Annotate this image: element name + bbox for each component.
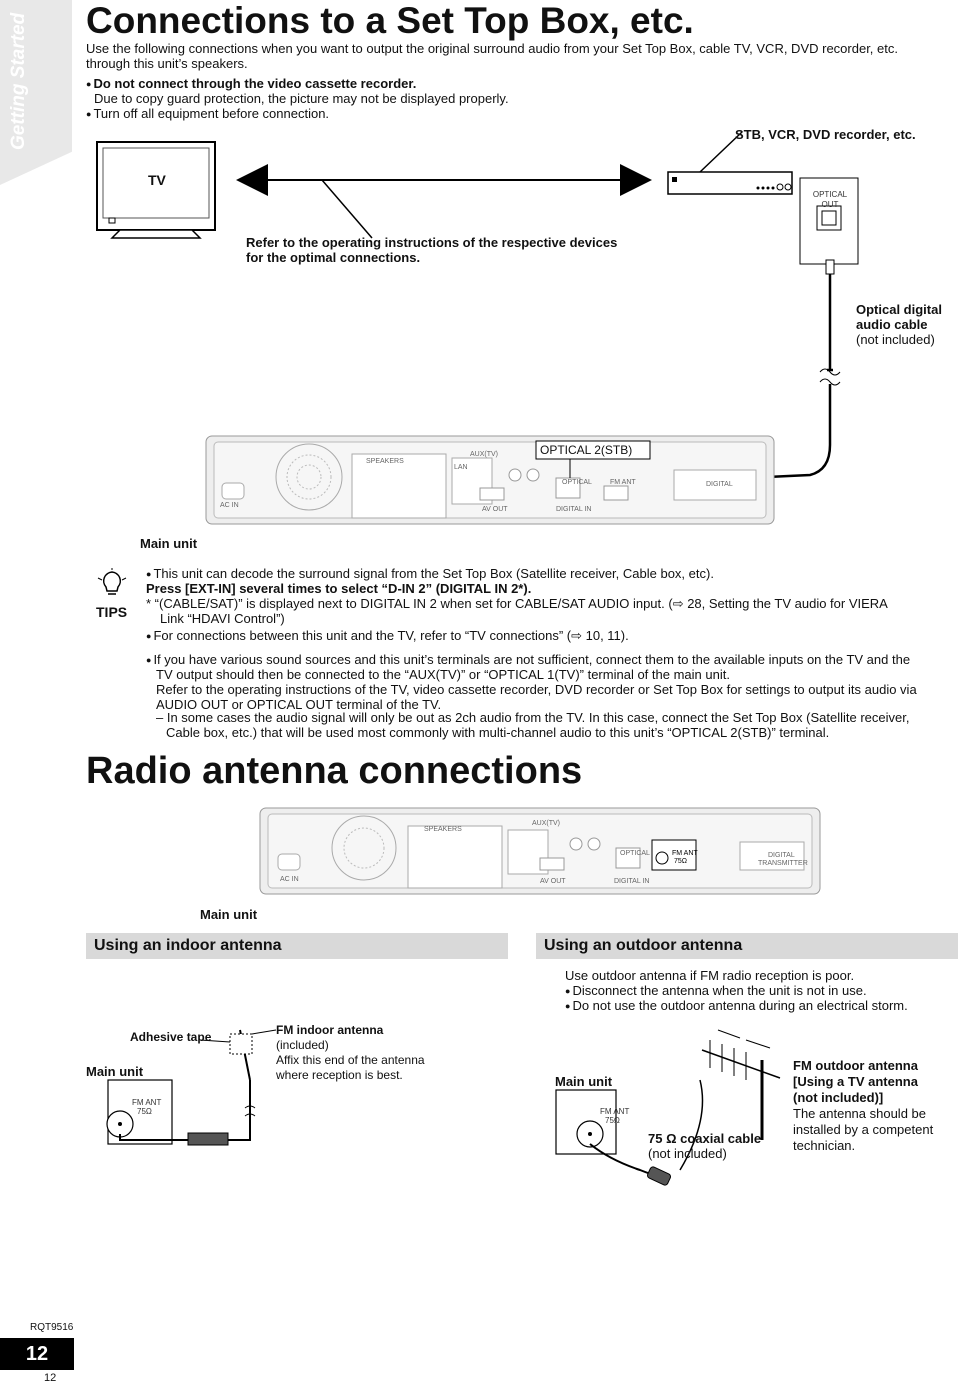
panel1-speakers: SPEAKERS — [366, 458, 404, 465]
outdoor-heading: Using an outdoor antenna — [536, 933, 958, 959]
tip-5b: TV output should then be connected to the “AUX(TV)” or “OPTICAL 1(TV)” terminal of the main unit. — [156, 667, 730, 682]
panel2-digital: DIGITAL — [768, 852, 795, 859]
tip-6b: AUDIO OUT or OPTICAL OUT terminal of the TV. — [156, 697, 442, 712]
panel2-optical: OPTICAL — [620, 850, 650, 857]
side-tab-label: Getting Started — [8, 12, 29, 150]
optical-stb-callout: OPTICAL 2(STB) — [540, 443, 633, 457]
tip-7a: – In some cases the audio signal will only be out as 2ch audio from the TV. In this case, connect the Set Top Box (Satellite receiver, — [156, 710, 910, 725]
panel1-aux-tv: AUX(TV) — [470, 451, 498, 458]
warning-detail: Due to copy guard protection, the picture may not be displayed properly. — [94, 91, 509, 106]
panel1-digital-in: DIGITAL IN — [556, 506, 592, 513]
intro-line-1: Use the following connections when you want to output the original surround audio from your Set Top Box, cable TV, VCR, DVD recorder, etc. — [86, 41, 898, 56]
optical-out-label: OPTICAL OUT — [812, 190, 848, 209]
tip-5a: ● If you have various sound sources and this unit’s terminals are not sufficient, connect them to the available inputs on the TV and the — [146, 652, 910, 669]
outdoor-ohm: 75Ω — [605, 1116, 620, 1125]
panel1-optical: OPTICAL — [562, 479, 592, 486]
outdoor-bullet-2: ● Do not use the outdoor antenna during an electrical storm. — [565, 998, 908, 1015]
tip-1: ● This unit can decode the surround signal from the Set Top Box (Satellite receiver, Cable box, etc). — [146, 566, 714, 583]
panel2-ohm: 75Ω — [674, 858, 688, 865]
model-number: RQT9516 — [30, 1322, 74, 1333]
main-unit-panel-2 — [0, 800, 960, 900]
indoor-ohm: 75Ω — [137, 1107, 152, 1116]
indoor-main-unit: Main unit — [86, 1064, 144, 1079]
tip-4: ● For connections between this unit and the TV, refer to “TV connections” (⇨ 10, 11). — [146, 628, 629, 645]
tip-2: Press [EXT-IN] several times to select “D-IN 2” (DIGITAL IN 2*). — [146, 581, 532, 596]
tv-illustration — [97, 142, 215, 238]
page-number-small: 12 — [44, 1372, 57, 1384]
panel1-av-out: AV OUT — [482, 506, 508, 513]
optical-cable-label: Optical digital audio cable (not included) — [856, 302, 942, 347]
tip-7b: Cable box, etc.) that will be used most commonly with multi-channel audio to this unit’s “OPTICAL 2(STB)” terminal. — [166, 725, 830, 740]
panel2-av-out: AV OUT — [540, 878, 566, 885]
page-title: Connections to a Set Top Box, etc. — [86, 0, 694, 41]
page-number-box: 12 — [0, 1338, 74, 1370]
turn-off-note: ● Turn off all equipment before connection. — [86, 106, 329, 123]
panel1-digital: DIGITAL — [706, 481, 733, 488]
outdoor-main-unit: Main unit — [555, 1074, 613, 1089]
refer-line-2: for the optimal connections. — [246, 250, 421, 265]
fm-outdoor-text: FM outdoor antenna [Using a TV antenna (not included)] The antenna should be installed by a competent technician. — [793, 1058, 934, 1153]
panel2-ac-in: AC IN — [280, 876, 299, 883]
main-unit-label-1: Main unit — [140, 536, 198, 551]
tip-3a: * “(CABLE/SAT)” is displayed next to DIGITAL IN 2 when set for CABLE/SAT AUDIO input. (⇨ 28, Setting the TV audio for VIERA — [146, 596, 888, 611]
double-arrow — [236, 164, 652, 238]
outdoor-bullet-1: ● Disconnect the antenna when the unit is not in use. — [565, 983, 867, 1000]
indoor-fm-ant: FM ANT — [132, 1098, 162, 1107]
tv-label: TV — [148, 172, 166, 188]
indoor-heading: Using an indoor antenna — [86, 933, 508, 959]
fm-indoor-text: FM indoor antenna (included) Affix this end of the antenna where reception is best. — [276, 1023, 425, 1082]
outdoor-antenna-diagram — [550, 1020, 790, 1200]
panel1-fm-ant: FM ANT — [610, 479, 636, 486]
tips-label: TIPS — [96, 604, 128, 620]
panel1-ac-in: AC IN — [220, 502, 239, 509]
refer-line-1: Refer to the operating instructions of the respective devices — [246, 235, 618, 250]
lightbulb-icon — [96, 568, 128, 600]
tip-6a: Refer to the operating instructions of the TV, video cassette recorder, DVD recorder or Set Top Box for settings to output its audio via — [156, 682, 917, 697]
intro-line-2: through this unit’s speakers. — [86, 56, 248, 71]
outdoor-use: Use outdoor antenna if FM radio reception is poor. — [565, 968, 855, 983]
panel2-fm-ant: FM ANT — [672, 850, 698, 857]
tip-3b: Link “HDAVI Control”) — [160, 611, 285, 626]
panel2-aux-tv: AUX(TV) — [532, 820, 560, 827]
panel2-transmitter: TRANSMITTER — [758, 860, 808, 867]
stb-connection-diagram — [0, 120, 960, 540]
panel1-lan: LAN — [454, 464, 468, 471]
coax-cable-label: 75 Ω coaxial cable (not included) — [648, 1131, 762, 1161]
warning-bold: ● Do not connect through the video cassette recorder. — [86, 76, 416, 93]
adhesive-tape-label: Adhesive tape — [130, 1030, 212, 1044]
panel2-digital-in: DIGITAL IN — [614, 878, 650, 885]
main-unit-label-2: Main unit — [200, 907, 258, 922]
panel2-speakers: SPEAKERS — [424, 826, 462, 833]
outdoor-fm-ant: FM ANT — [600, 1107, 630, 1116]
radio-section-title: Radio antenna connections — [86, 750, 583, 792]
stb-label: STB, VCR, DVD recorder, etc. — [735, 127, 916, 142]
